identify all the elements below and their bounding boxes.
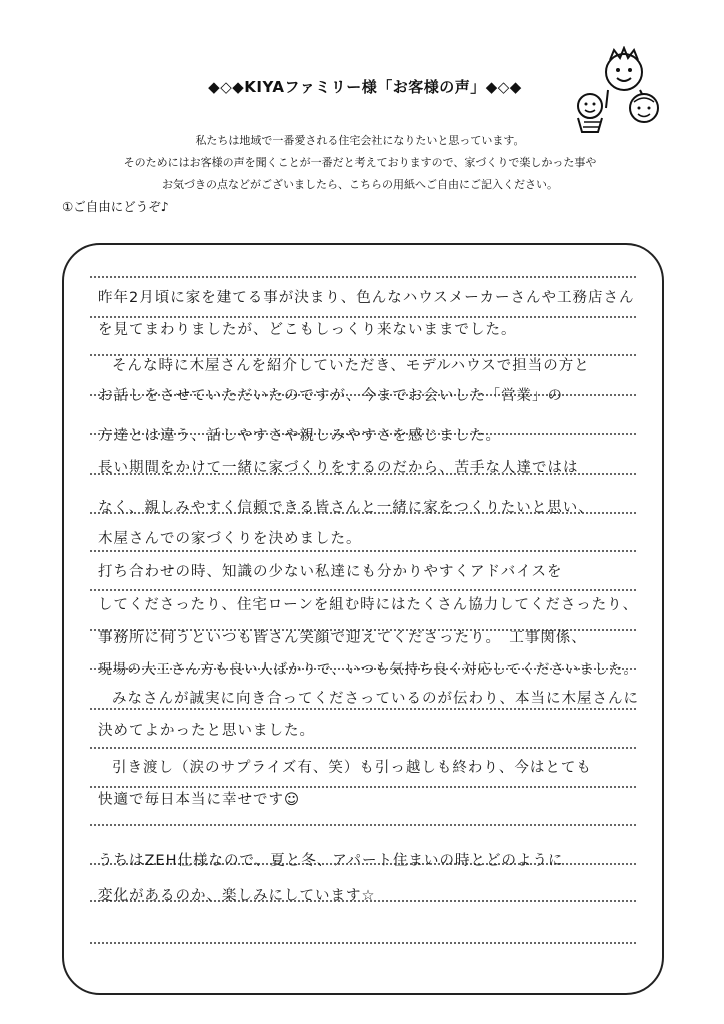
handwritten-line: 長い期間をかけて一緒に家づくりをするのだから、苦手な人達ではは <box>98 460 579 476</box>
handwritten-line: 方達とは違う、話しやすさや親しみやすさを感じました。 <box>98 428 501 444</box>
handwritten-line: お話しをさせていただいたのですが、今までお会いした「営業」の <box>98 388 563 404</box>
handwritten-line: 決めてよかったと思いました。 <box>98 723 315 739</box>
handwritten-line: うちはZEH仕様なので、夏と冬、アパート住まいの時とどのように <box>98 853 564 869</box>
intro-line-3: お気づきの点などがございましたら、こちらの用紙へご自由にご記入ください。 <box>162 178 558 191</box>
ruled-line <box>90 708 636 710</box>
intro-line-2: そのためにはお客様の声を聞くことが一番だと考えておりますので、家づくりで楽しかった事や <box>123 156 597 169</box>
ruled-line <box>90 942 636 944</box>
handwritten-line: 事務所に伺うといつも皆さん笑顔で迎えてくださったり。 工事関係、 <box>98 630 587 646</box>
handwritten-line: 木屋さんでの家づくりを決めました。 <box>98 531 362 547</box>
ruled-line <box>90 824 636 826</box>
handwritten-line: 変化があるのか、楽しみにしています☆ <box>98 888 376 904</box>
family-mascot-icon <box>568 46 668 136</box>
handwritten-line: 打ち合わせの時、知識の少ない私達にも分かりやすくアドバイスを <box>98 564 563 580</box>
intro-line-1: 私たちは地域で一番愛される住宅会社になりたいと思っています。 <box>195 134 525 147</box>
ruled-line <box>90 589 636 591</box>
handwritten-line: 現場の大工さん方も良い人ばかりで、いつも気持ち良く対応してくださいました。 <box>98 662 638 678</box>
handwritten-line: なく、親しみやすく信頼できる皆さんと一緒に家をつくりたいと思い、 <box>98 500 594 516</box>
ruled-line <box>90 276 636 278</box>
handwritten-line: そんな時に木屋さんを紹介していただき、モデルハウスで担当の方と <box>112 358 590 374</box>
handwritten-line: してくださったり、住宅ローンを組む時にはたくさん協力してくださったり、 <box>98 597 639 613</box>
free-comment-prompt: ①ご自由にどうぞ♪ <box>62 199 169 214</box>
handwritten-line: 快適で毎日本当に幸せです☺ <box>98 792 301 808</box>
ruled-line <box>90 550 636 552</box>
ruled-line <box>90 747 636 749</box>
handwritten-line: 昨年2月頃に家を建てる事が決まり、色んなハウスメーカーさんや工務店さん <box>98 290 635 306</box>
handwritten-line: を見てまわりましたが、どこもしっくり来ないままでした。 <box>98 322 517 338</box>
handwritten-line: みなさんが誠実に向き合ってくださっているのが伝わり、本当に木屋さんに <box>112 691 639 707</box>
page-title: ◆◇◆KIYAファミリー様「お客様の声」◆◇◆ <box>208 78 522 96</box>
handwritten-line: 引き渡し（涙のサプライズ有、笑）も引っ越しも終わり、今はとても <box>112 760 592 776</box>
